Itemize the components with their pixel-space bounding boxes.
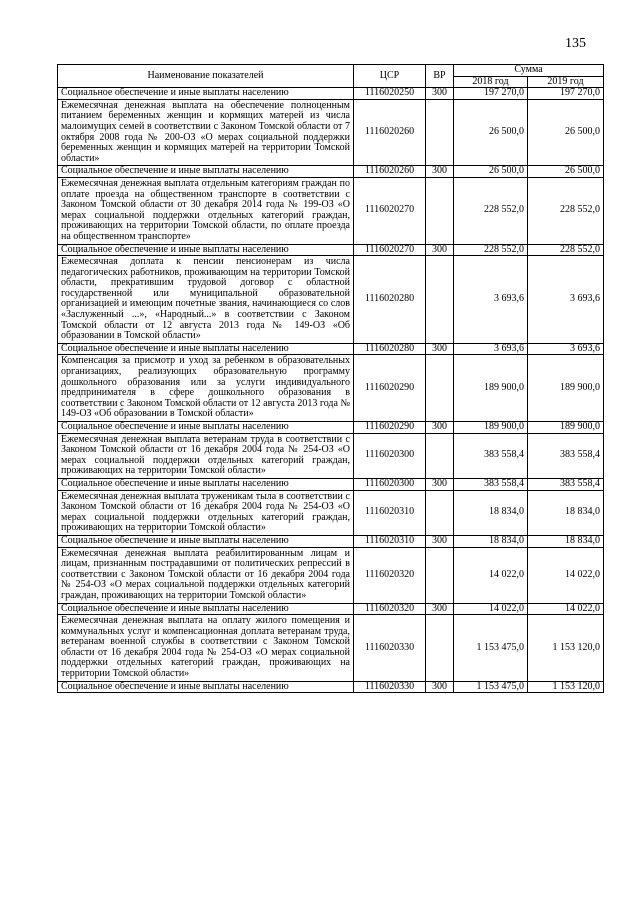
row-vr-cell: 300 [426, 422, 454, 434]
row-name-cell: Социальное обеспечение и иные выплаты населению [58, 478, 354, 490]
detail-row [58, 256, 604, 344]
row-2019-cell: 189 900,0 [528, 355, 604, 422]
row-2019-cell: 18 834,0 [528, 490, 604, 535]
row-2019-cell: 14 022,0 [528, 603, 604, 615]
row-2018-cell: 26 500,0 [454, 166, 528, 178]
row-csr-cell: 1116020320 [354, 547, 426, 603]
row-vr-cell [426, 256, 454, 344]
row-name-cell: Ежемесячная денежная выплата на оплату жилого помещения и коммунальных услуг и компенсационная доплата ветеранам труда, ветеранам военной службы в соответствии с Законом Томской области от 16 декабря 2004 года № 254-ОЗ «О мерах социальной поддержки отдельных категорий граждан, проживающих на территории Томской области» [58, 615, 354, 682]
row-2019-cell: 228 552,0 [528, 244, 604, 256]
detail-row [58, 490, 604, 535]
row-name-cell: Ежемесячная денежная выплата труженикам тыла в соответствии с Законом Томской области от 16 декабря 2004 года № 254-ОЗ «О мерах социальной поддержки отдельных категорий граждан, проживающих на территории Томской области» [58, 490, 354, 535]
row-vr-cell [426, 547, 454, 603]
row-vr-cell: 300 [426, 88, 454, 100]
budget-table [57, 64, 604, 693]
detail-row [58, 177, 604, 244]
row-2019-cell: 26 500,0 [528, 99, 604, 166]
row-csr-cell: 1116020280 [354, 256, 426, 344]
header-sum: Сумма [454, 65, 604, 77]
header-vr: ВР [426, 65, 454, 88]
row-2019-cell: 1 153 120,0 [528, 615, 604, 682]
summary-row [58, 681, 604, 693]
row-2018-cell: 197 270,0 [454, 88, 528, 100]
header-year-2019: 2019 год [528, 76, 604, 88]
row-name-cell: Социальное обеспечение и иные выплаты населению [58, 244, 354, 256]
row-name-cell: Ежемесячная денежная выплата ветеранам труда в соответствии с Законом Томской области от 16 декабря 2004 года № 254-ОЗ «О мерах социальной поддержки отдельных категорий граждан, проживающих на территории Томской области» [58, 433, 354, 478]
detail-row [58, 615, 604, 682]
row-name-cell: Ежемесячная денежная выплата отдельным категориям граждан по оплате проезда на общественном транспорте в соответствии с Законом Томской области от 30 декабря 2014 года № 199-ОЗ «О мерах социальной поддержки отдельных категорий граждан, проживающих на территории Томской области, по оплате проезда на общественном транспорте» [58, 177, 354, 244]
row-2018-cell: 18 834,0 [454, 490, 528, 535]
summary-row [58, 343, 604, 355]
row-2019-cell: 18 834,0 [528, 535, 604, 547]
row-csr-cell: 1116020300 [354, 433, 426, 478]
summary-row [58, 166, 604, 178]
page-number: 135 [565, 36, 586, 51]
row-name-cell: Компенсация за присмотр и уход за ребенком в образовательных организациях, реализующих образовательную программу дошкольного образования или за услуги индивидуального предпринимателя в сфере дошкольного образования в соответствии с Законом Томской области от 12 августа 2013 года № 149-ОЗ «Об образовании в Томской области» [58, 355, 354, 422]
row-2019-cell: 197 270,0 [528, 88, 604, 100]
row-vr-cell: 300 [426, 166, 454, 178]
row-2019-cell: 383 558,4 [528, 433, 604, 478]
row-2018-cell: 228 552,0 [454, 177, 528, 244]
row-2019-cell: 1 153 120,0 [528, 681, 604, 693]
detail-row [58, 355, 604, 422]
row-name-cell: Ежемесячная денежная выплата реабилитированным лицам и лицам, признанным пострадавшими от политических репрессий в соответствии с Законом Томской области от 16 декабря 2004 года № 254-ОЗ «О мерах социальной поддержки отдельных категорий граждан, проживающих на территории Томской области» [58, 547, 354, 603]
row-vr-cell [426, 615, 454, 682]
row-2018-cell: 383 558,4 [454, 478, 528, 490]
row-2018-cell: 383 558,4 [454, 433, 528, 478]
row-vr-cell: 300 [426, 343, 454, 355]
row-csr-cell: 1116020310 [354, 490, 426, 535]
row-name-cell: Ежемесячная денежная выплата на обеспечение полноценным питанием беременных женщин и кормящих матерей из числа малоимущих семей в соответствии с Законом Томской области от 7 октября 2008 года № 200-ОЗ «О мерах социальной поддержки беременных женщин и кормящих матерей на территории Томской области» [58, 99, 354, 166]
row-csr-cell: 1116020310 [354, 535, 426, 547]
row-vr-cell [426, 490, 454, 535]
header-year-2018: 2018 год [454, 76, 528, 88]
row-csr-cell: 1116020320 [354, 603, 426, 615]
row-2019-cell: 3 693,6 [528, 256, 604, 344]
header-name: Наименование показателей [58, 65, 354, 88]
row-csr-cell: 1116020250 [354, 88, 426, 100]
summary-row [58, 603, 604, 615]
row-vr-cell: 300 [426, 478, 454, 490]
row-csr-cell: 1116020280 [354, 343, 426, 355]
row-csr-cell: 1116020290 [354, 422, 426, 434]
table-body [58, 88, 604, 693]
row-vr-cell: 300 [426, 603, 454, 615]
row-2018-cell: 189 900,0 [454, 422, 528, 434]
row-2018-cell: 228 552,0 [454, 244, 528, 256]
row-name-cell: Социальное обеспечение и иные выплаты населению [58, 166, 354, 178]
row-vr-cell [426, 355, 454, 422]
summary-row [58, 478, 604, 490]
row-2018-cell: 14 022,0 [454, 603, 528, 615]
row-2018-cell: 1 153 475,0 [454, 615, 528, 682]
row-2018-cell: 1 153 475,0 [454, 681, 528, 693]
row-vr-cell [426, 99, 454, 166]
row-2018-cell: 189 900,0 [454, 355, 528, 422]
row-vr-cell: 300 [426, 244, 454, 256]
header-csr: ЦСР [354, 65, 426, 88]
row-2018-cell: 3 693,6 [454, 256, 528, 344]
row-vr-cell [426, 433, 454, 478]
row-vr-cell: 300 [426, 681, 454, 693]
detail-row [58, 433, 604, 478]
row-csr-cell: 1116020270 [354, 244, 426, 256]
row-csr-cell: 1116020260 [354, 166, 426, 178]
row-name-cell: Социальное обеспечение и иные выплаты населению [58, 681, 354, 693]
row-2019-cell: 14 022,0 [528, 547, 604, 603]
summary-row [58, 88, 604, 100]
row-2018-cell: 18 834,0 [454, 535, 528, 547]
row-name-cell: Социальное обеспечение и иные выплаты населению [58, 88, 354, 100]
row-name-cell: Социальное обеспечение и иные выплаты населению [58, 535, 354, 547]
row-vr-cell [426, 177, 454, 244]
detail-row [58, 99, 604, 166]
row-csr-cell: 1116020270 [354, 177, 426, 244]
row-name-cell: Социальное обеспечение и иные выплаты населению [58, 603, 354, 615]
summary-row [58, 422, 604, 434]
summary-row [58, 244, 604, 256]
row-2019-cell: 3 693,6 [528, 343, 604, 355]
row-csr-cell: 1116020300 [354, 478, 426, 490]
row-2019-cell: 26 500,0 [528, 166, 604, 178]
row-2018-cell: 26 500,0 [454, 99, 528, 166]
row-csr-cell: 1116020330 [354, 615, 426, 682]
row-2019-cell: 189 900,0 [528, 422, 604, 434]
row-2019-cell: 228 552,0 [528, 177, 604, 244]
row-csr-cell: 1116020330 [354, 681, 426, 693]
row-vr-cell: 300 [426, 535, 454, 547]
row-name-cell: Социальное обеспечение и иные выплаты населению [58, 343, 354, 355]
row-2018-cell: 14 022,0 [454, 547, 528, 603]
row-name-cell: Ежемесячная доплата к пенсии пенсионерам из числа педагогических работников, проживающим на территории Томской области, прекратившим трудовой договор с областной государственной или муниципальной образовательной организацией и имеющим почетные звания, начинающиеся со слов «Заслуженный ...», «Народный...» в соответствии с Законом Томской области от 12 августа 2013 года № 149-ОЗ «Об образовании в Томской области» [58, 256, 354, 344]
detail-row [58, 547, 604, 603]
row-csr-cell: 1116020260 [354, 99, 426, 166]
row-2018-cell: 3 693,6 [454, 343, 528, 355]
row-csr-cell: 1116020290 [354, 355, 426, 422]
row-name-cell: Социальное обеспечение и иные выплаты населению [58, 422, 354, 434]
row-2019-cell: 383 558,4 [528, 478, 604, 490]
summary-row [58, 535, 604, 547]
